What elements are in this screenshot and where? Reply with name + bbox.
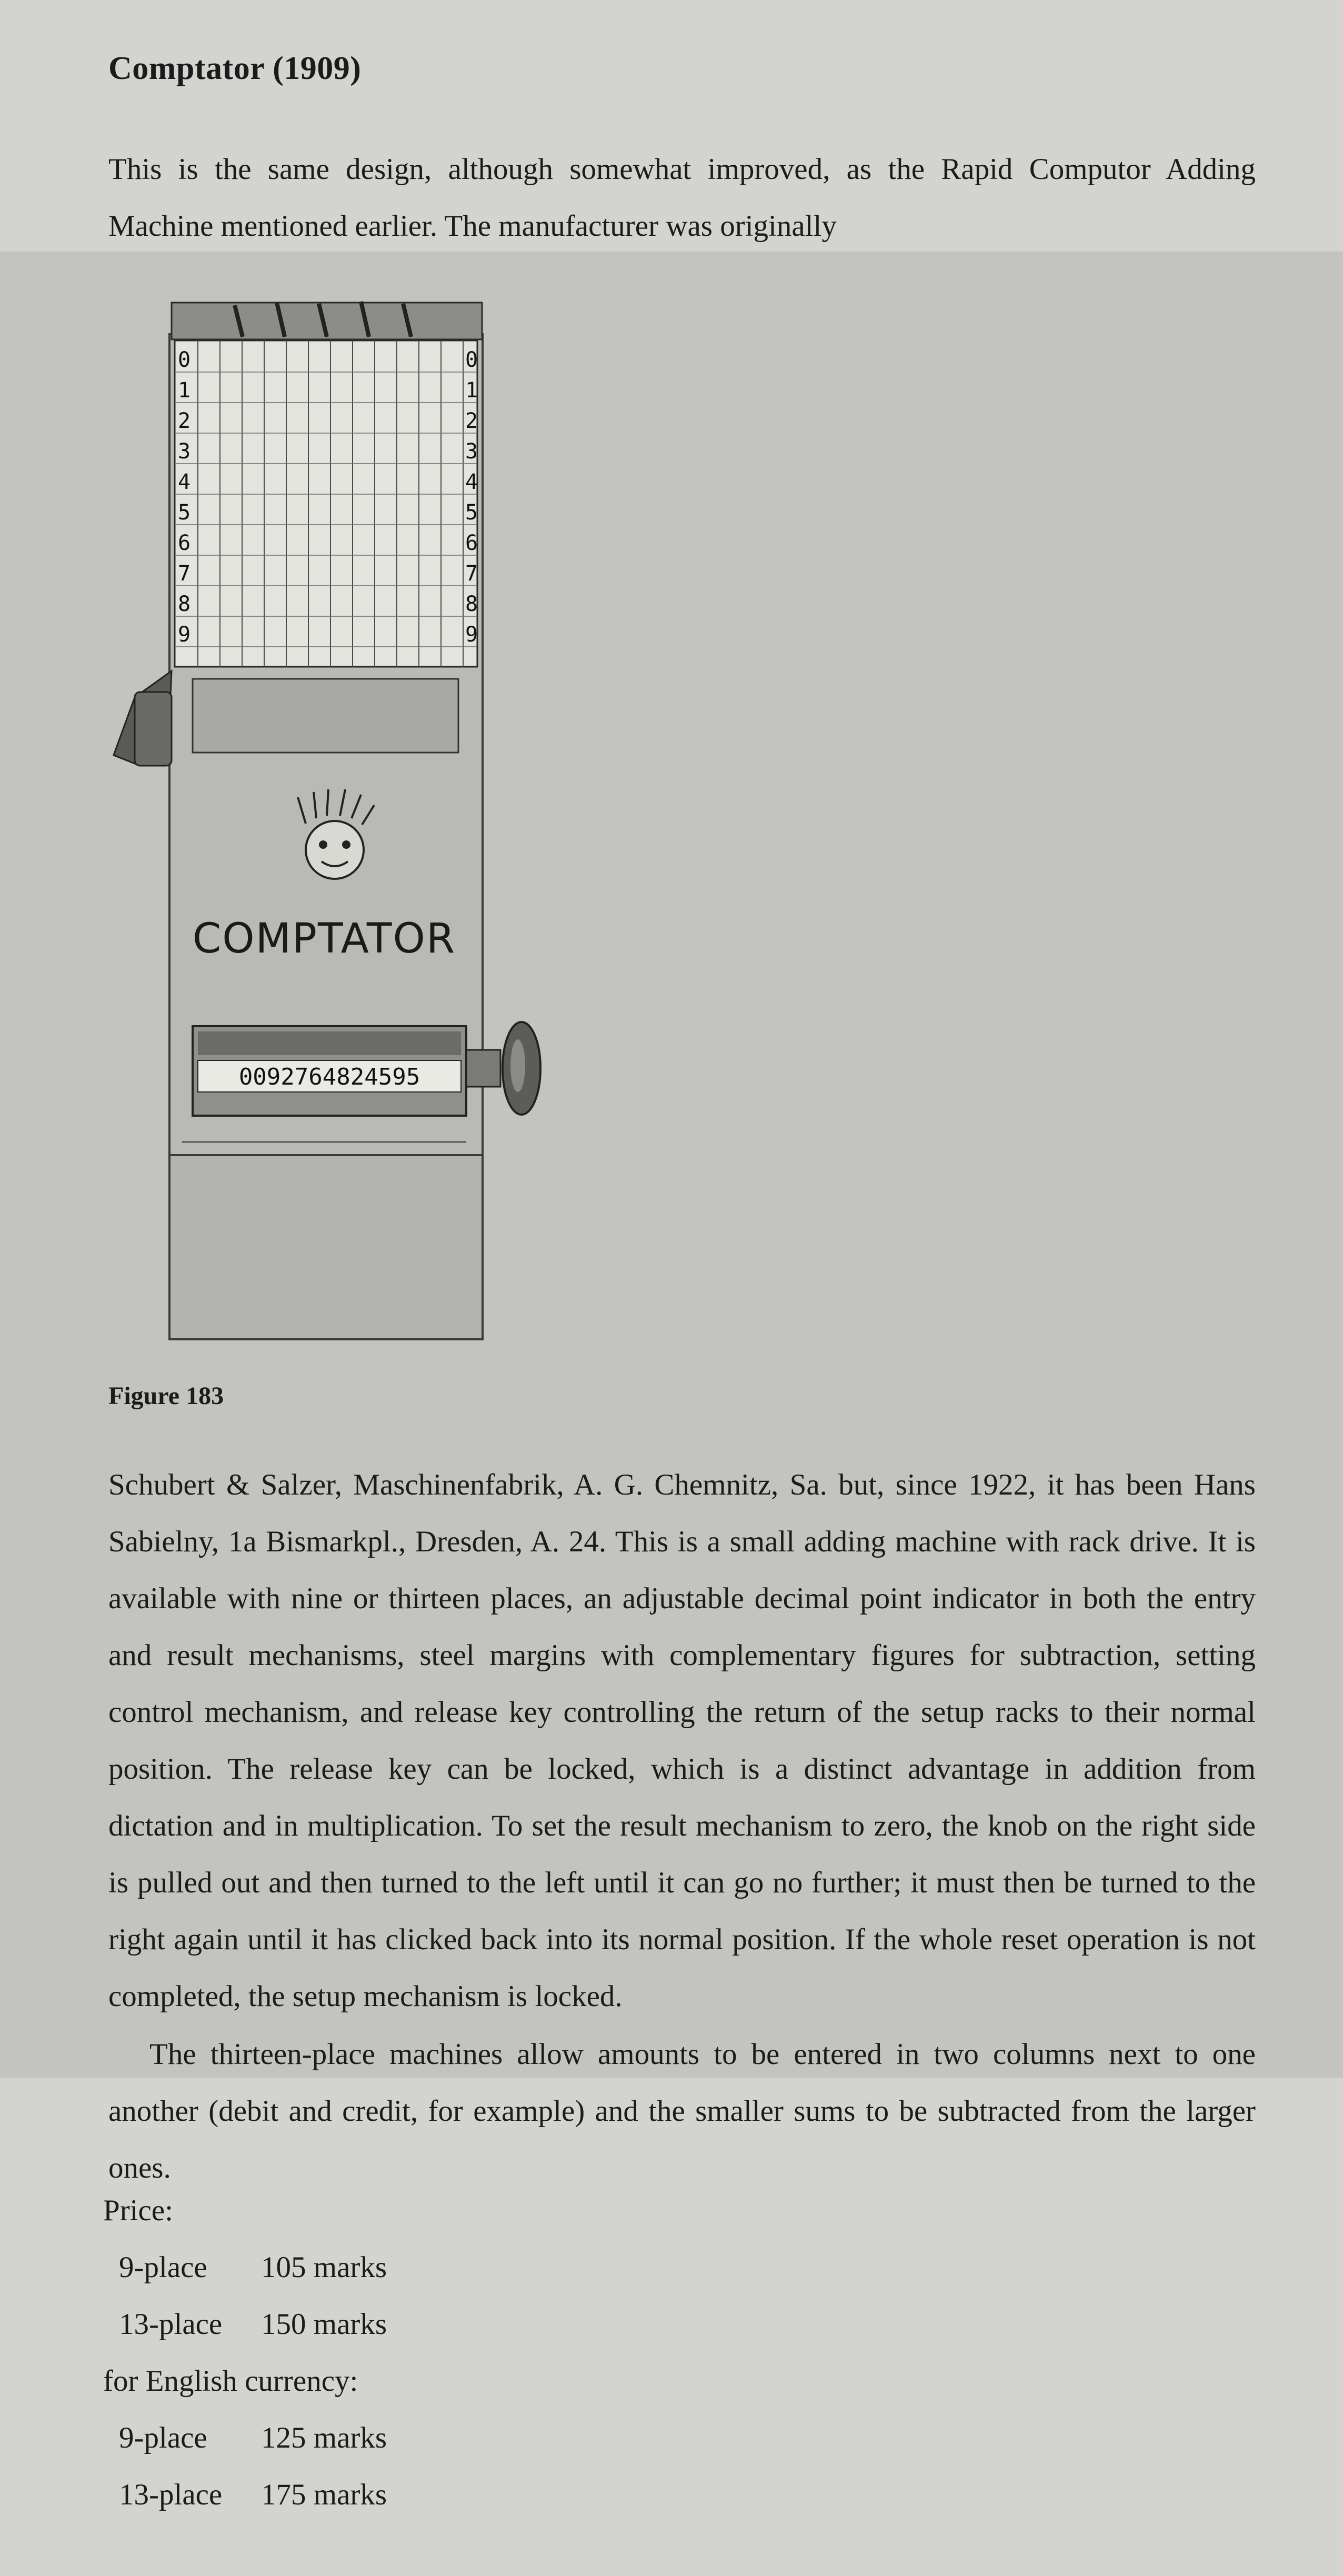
result-digits: 0092764824595	[238, 1064, 420, 1090]
column-digit: 5	[465, 500, 478, 525]
price-place: 9-place	[119, 2251, 207, 2284]
body-paragraph-2: The thirteen-place machines allow amounts to be entered in two columns next to one another (debit and credit, for example) and the smaller sums to be subtracted from the larger ones.	[108, 2038, 1256, 2184]
column-digit: 9	[178, 623, 191, 647]
price-title: Price:	[103, 2194, 173, 2227]
page-heading: Comptator (1909)	[108, 51, 362, 86]
brand-plate-text: COMPTATOR	[192, 915, 456, 963]
column-digit: 4	[465, 470, 478, 494]
column-digit: 2	[178, 409, 191, 433]
column-digit: 8	[465, 592, 478, 616]
figure-caption: Figure 183	[108, 1382, 224, 1410]
english-currency-heading: for English currency:	[103, 2364, 358, 2398]
column-digit: 4	[178, 470, 191, 494]
price-place: 13-place	[119, 2308, 223, 2341]
column-digit: 9	[465, 623, 478, 647]
column-digit: 5	[178, 500, 191, 525]
price-row	[119, 2478, 387, 2512]
column-digit: 2	[465, 409, 478, 433]
column-digit: 1	[465, 378, 478, 403]
comptator-machine-illustration	[103, 292, 556, 1345]
column-digit: 0	[178, 348, 191, 372]
column-digit: 8	[178, 592, 191, 616]
column-digit: 1	[178, 378, 191, 403]
intro-paragraph: This is the same design, although somewhat improved, as the Rapid Computor Adding Machine mentioned earlier. The manufacturer was originally	[108, 153, 1256, 243]
column-digit: 3	[465, 439, 478, 464]
column-digit: 7	[465, 562, 478, 586]
column-digit: 6	[465, 531, 478, 555]
lever-handle	[114, 671, 172, 766]
column-digit: 3	[178, 439, 191, 464]
body-paragraph: Schubert & Salzer, Maschinenfabrik, A. G. Chemnitz, Sa. but, since 1922, it has been Hans Sabielny, 1a Bismarkpl., Dresden, A. 24. This is a small adding machine with rack drive. It is available with nine or thirteen places, an adjustable decimal point indicator in both the entry and result mechanisms, steel margins with complementary figures for subtraction, setting control mechanism, and release key controlling the return of the setup racks to their normal position. The release key can be locked, which is a distinct advantage in addition from dictation and in multiplication. To set the result mechanism to zero, the knob on the right side is pulled out and then turned to the left until it can go no further; it must then be turned to the right again until it has clicked back into its normal position. If the whole reset operation is not completed, the setup mechanism is locked.	[108, 1468, 1256, 2013]
column-digit: 6	[178, 531, 191, 555]
price-row	[119, 2250, 387, 2284]
column-digit: 0	[465, 348, 478, 372]
price-amount: 150 marks	[261, 2308, 387, 2341]
entry-window	[193, 679, 458, 753]
price-amount: 175 marks	[261, 2478, 387, 2511]
column-digit: 7	[178, 562, 191, 586]
result-register	[193, 1026, 466, 1116]
price-row	[119, 2421, 387, 2455]
price-row	[119, 2307, 387, 2341]
machine-base	[169, 1155, 483, 1339]
price-amount: 105 marks	[261, 2251, 387, 2284]
price-place: 9-place	[119, 2421, 207, 2454]
price-amount: 125 marks	[261, 2421, 387, 2454]
price-place: 13-place	[119, 2478, 223, 2511]
